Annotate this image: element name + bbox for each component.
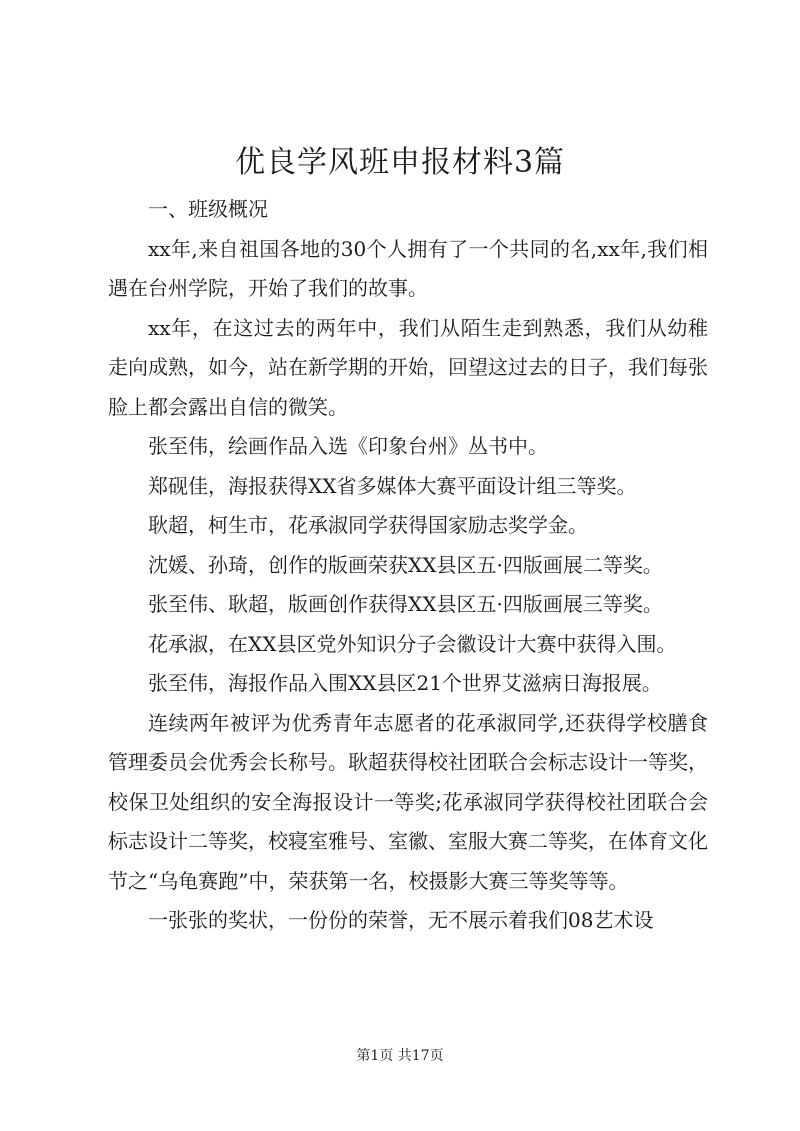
document-title: 优良学风班申报材料3篇 [234,145,566,180]
award-item: 张至伟，绘画作品入选《印象台州》丛书中。 [148,434,548,458]
award-item: 花承淑，在XX县区党外知识分子会徽设计大赛中获得入围。 [148,631,677,656]
section-heading: 一、班级概况 [148,197,268,221]
award-item: 郑砚佳，海报获得XX省多媒体大赛平面设计组三等奖。 [148,473,637,498]
paragraph: xx年,来自祖国各地的30个人拥有了一个共同的名,xx年,我们相遇在台州学院，开始了我们的故事。 [108,236,708,300]
page-footer: 第1页 共17页 [356,1048,444,1064]
award-item: 张至伟、耿超，版画创作获得XX县区五·四版画展三等奖。 [148,592,663,616]
award-item: 张至伟，海报作品入围XX县区21个世界艾滋病日海报展。 [148,671,662,695]
award-item: 耿超，柯生市，花承淑同学获得国家励志奖学金。 [148,513,588,537]
paragraph: xx年，在这过去的两年中，我们从陌生走到熟悉，我们从幼稚走向成熟，如今，站在新学期的开始，回望这过去的日子，我们每张脸上都会露出自信的微笑。 [108,315,708,419]
paragraph: 连续两年被评为优秀青年志愿者的花承淑同学,还获得学校膳食管理委员会优秀会长称号。耿超获得校社团联合会标志设计一等奖，校保卫处组织的安全海报设计一等奖;花承淑同学获得校社团联合会标志设计二等奖，校寝室雅号、室徽、室服大赛二等奖，在体育文化节之“乌龟赛跑”中，荣获第一名，校摄影大赛三等奖等等。 [108,710,708,893]
document-body [108,190,708,941]
award-item: 沈媛、孙琦，创作的版画荣获XX县区五·四版画展二等奖。 [148,552,663,577]
paragraph: 一张张的奖状，一份份的荣誉，无不展示着我们08艺术设 [148,908,654,932]
